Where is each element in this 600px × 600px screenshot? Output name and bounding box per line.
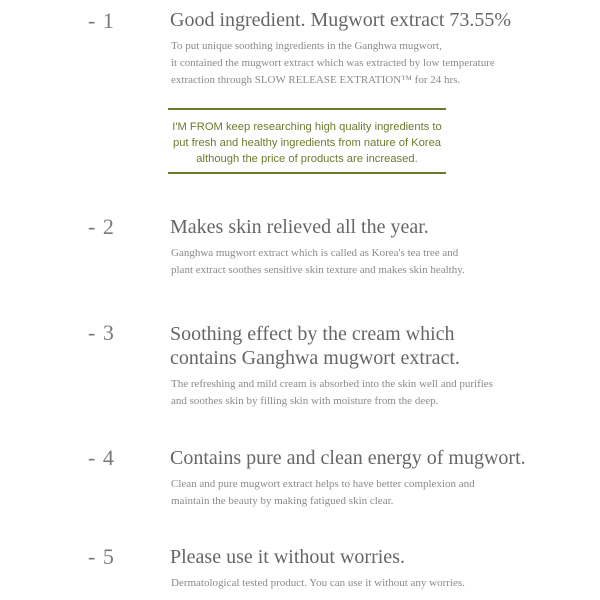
section-number: - 1 <box>88 8 115 33</box>
section-description <box>171 245 465 279</box>
description-line: Clean and pure mugwort extract helps to have better complexion and <box>171 478 475 490</box>
highlight-line: although the price of products are increased. <box>196 153 418 165</box>
section-title-line: Contains pure and clean energy of mugwort. <box>170 447 526 469</box>
description-line: Dermatological tested product. You can use it without any worries. <box>171 577 465 589</box>
section-title <box>170 322 460 370</box>
section-title-line: Please use it without worries. <box>170 546 405 568</box>
section-number: - 3 <box>88 320 115 345</box>
description-line: it contained the mugwort extract which was extracted by low temperature <box>171 57 495 69</box>
section-title-line: contains Ganghwa mugwort extract. <box>170 347 460 369</box>
description-line: maintain the beauty by making fatigued skin clear. <box>171 495 394 507</box>
section-title-line: Makes skin relieved all the year. <box>170 216 429 238</box>
description-line: The refreshing and mild cream is absorbed into the skin well and purifies <box>171 378 493 390</box>
section-title <box>170 215 429 239</box>
section-title-line: Soothing effect by the cream which <box>170 323 455 345</box>
description-line: plant extract soothes sensitive skin texture and makes skin healthy. <box>171 264 465 276</box>
description-line: Ganghwa mugwort extract which is called as Korea's tea tree and <box>171 247 459 259</box>
highlight-line: put fresh and healthy ingredients from nature of Korea <box>172 137 442 149</box>
description-line: To put unique soothing ingredients in the Ganghwa mugwort, <box>171 40 442 52</box>
section-description <box>171 476 475 510</box>
section-title <box>170 446 526 470</box>
section-title <box>170 545 405 569</box>
section-title <box>170 8 511 32</box>
description-line: and soothes skin by filling skin with moisture from the deep. <box>171 395 439 407</box>
section-number: - 2 <box>88 214 115 239</box>
highlight-box <box>168 108 446 174</box>
section-title-line: Good ingredient. Mugwort extract 73.55% <box>170 9 512 31</box>
section-number: - 5 <box>88 544 115 569</box>
section-description <box>171 575 465 592</box>
section-description <box>171 376 493 410</box>
description-line: extraction through SLOW RELEASE EXTRATION™ for 24 hrs. <box>171 74 461 86</box>
section-number: - 4 <box>88 445 115 470</box>
section-description <box>171 38 495 89</box>
highlight-line: I'M FROM keep researching high quality ingredients to <box>172 121 442 133</box>
